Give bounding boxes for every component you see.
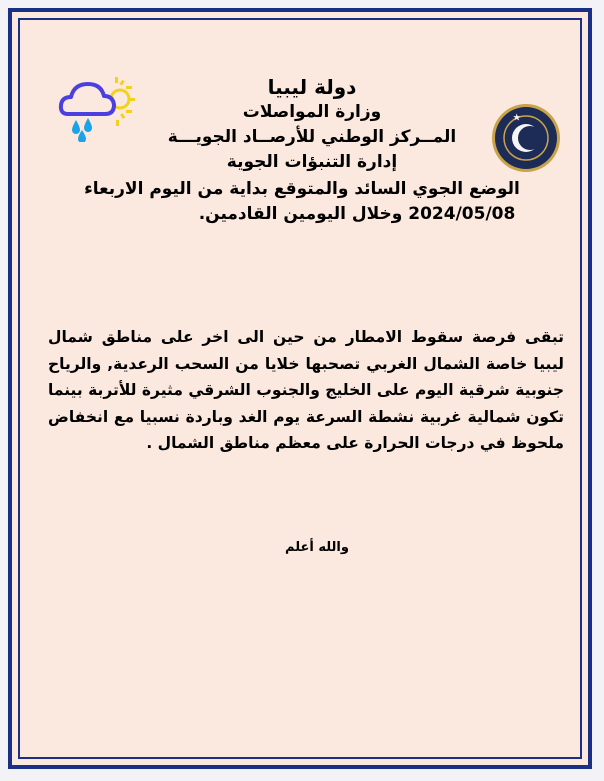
center-name: المــركز الوطني للأرصــاد الجويـــة [167,127,457,147]
ministry-name: وزارة المواصلات [242,102,382,122]
country-name: دولة ليبيا [267,75,357,99]
department-name: إدارة التنبؤات الجوية [226,152,398,172]
signature-closing: والله أعلم [285,540,349,555]
forecast-body-text: تبقى فرصة سقوط الامطار من حين الى اخر على مناطق شمال ليبيا خاصة الشمال الغربي تصحبها خلايا من السحب الرعدية, والرياح جنوبية شرقية اليوم على الخليج والجنوب الشرقي مثيرة للأتربة بينما تكون شمالية غربية نشطة السرعة يوم الغد وباردة نسبيا مع انخفاض ملحوظ في درجات الحرارة على معظم مناطق الشمال . [48,328,564,452]
document-header [0,75,604,227]
forecast-date-line: 2024/05/08 وخلال اليومين القادمين. [198,204,516,224]
forecast-title: الوضع الجوي السائد والمتوقع بداية من اليوم الاربعاء [84,179,520,199]
